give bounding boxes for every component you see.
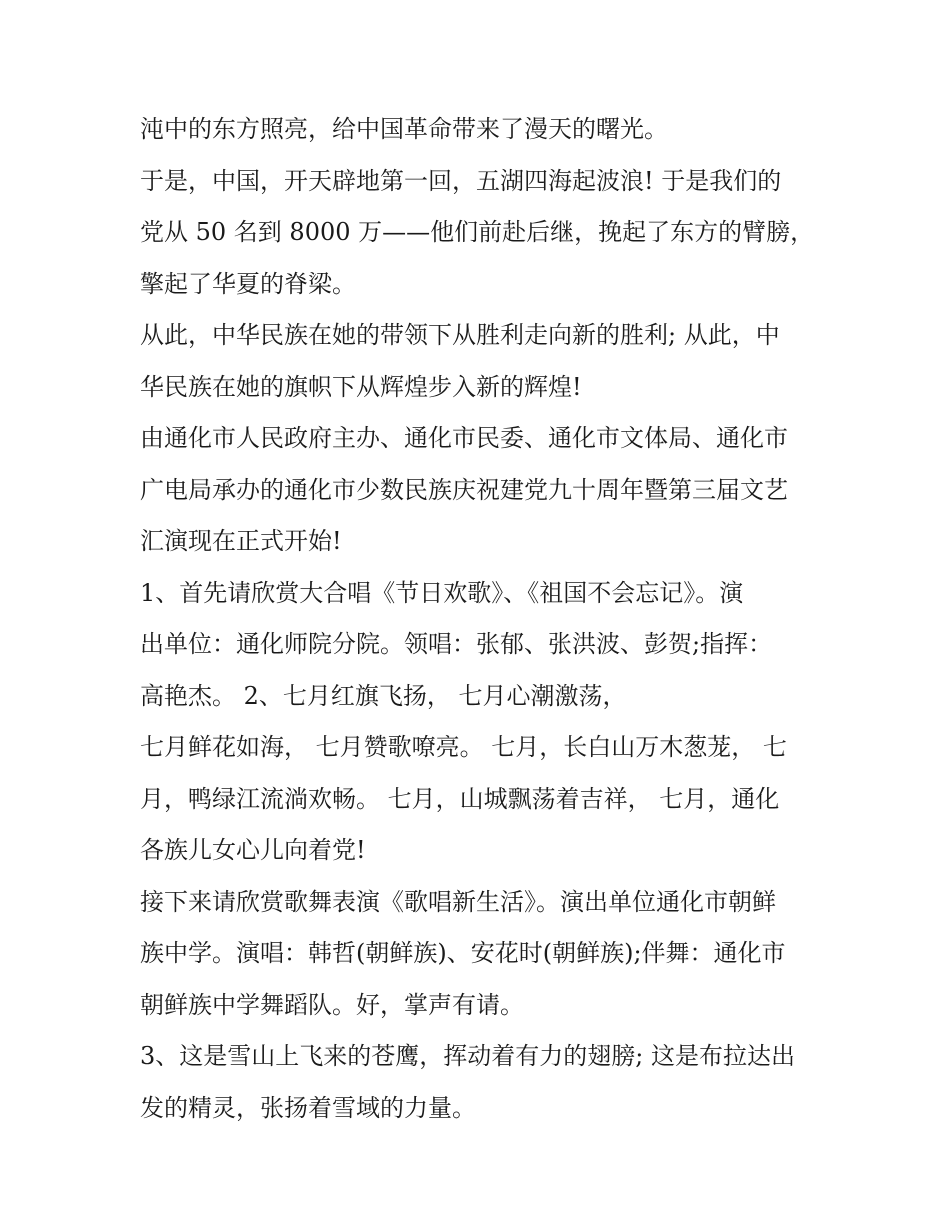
- text-line: 1、首先请欣赏大合唱《节日欢歌》、《祖国不会忘记》。演: [140, 578, 744, 607]
- text-line: 华民族在她的旗帜下从辉煌步入新的辉煌!: [140, 372, 582, 401]
- text-line: 七月鲜花如海， 七月赞歌嘹亮。 七月，长白山万木葱茏， 七: [140, 733, 787, 761]
- document-body: [140, 104, 820, 1134]
- text-line: 3、这是雪山上飞来的苍鹰，挥动着有力的翅膀; 这是布拉达出: [140, 1042, 795, 1070]
- text-line: 汇演现在正式开始!: [140, 527, 342, 555]
- text-line: 党从 50 名到 8000 万——他们前赴后继，挽起了东方的臂膀，: [140, 218, 815, 246]
- text-line: 擎起了华夏的脊梁。: [140, 269, 356, 298]
- text-line: 于是，中国，开天辟地第一回，五湖四海起波浪! 于是我们的: [140, 166, 782, 195]
- text-line: 各族儿女心儿向着党!: [140, 836, 366, 864]
- text-line: 朝鲜族中学舞蹈队。好，掌声有请。: [140, 990, 524, 1019]
- text-line: 接下来请欣赏歌舞表演《歌唱新生活》。演出单位通化市朝鲜: [140, 887, 776, 916]
- text-line: 发的精灵，张扬着雪域的力量。: [140, 1093, 476, 1122]
- text-line: 出单位：通化师院分院。领唱：张郁、张洪波、彭贺;指挥：: [140, 630, 773, 658]
- text-line: 高艳杰。 2、七月红旗飞扬， 七月心潮激荡，: [140, 681, 627, 710]
- text-line: 从此，中华民族在她的带领下从胜利走向新的胜利; 从此，中: [140, 321, 780, 349]
- text-line: 族中学。演唱：韩哲(朝鲜族)、安花时(朝鲜族);伴舞：通化市: [140, 939, 786, 967]
- text-line: 月，鸭绿江流淌欢畅。 七月，山城飘荡着吉祥， 七月，通化: [140, 784, 780, 813]
- text-line: 广电局承办的通化市少数民族庆祝建党九十周年暨第三届文艺: [140, 475, 788, 504]
- text-line: 由通化市人民政府主办、通化市民委、通化市文体局、通化市: [140, 424, 788, 452]
- text-line: 沌中的东方照亮，给中国革命带来了漫天的曙光。: [140, 115, 668, 143]
